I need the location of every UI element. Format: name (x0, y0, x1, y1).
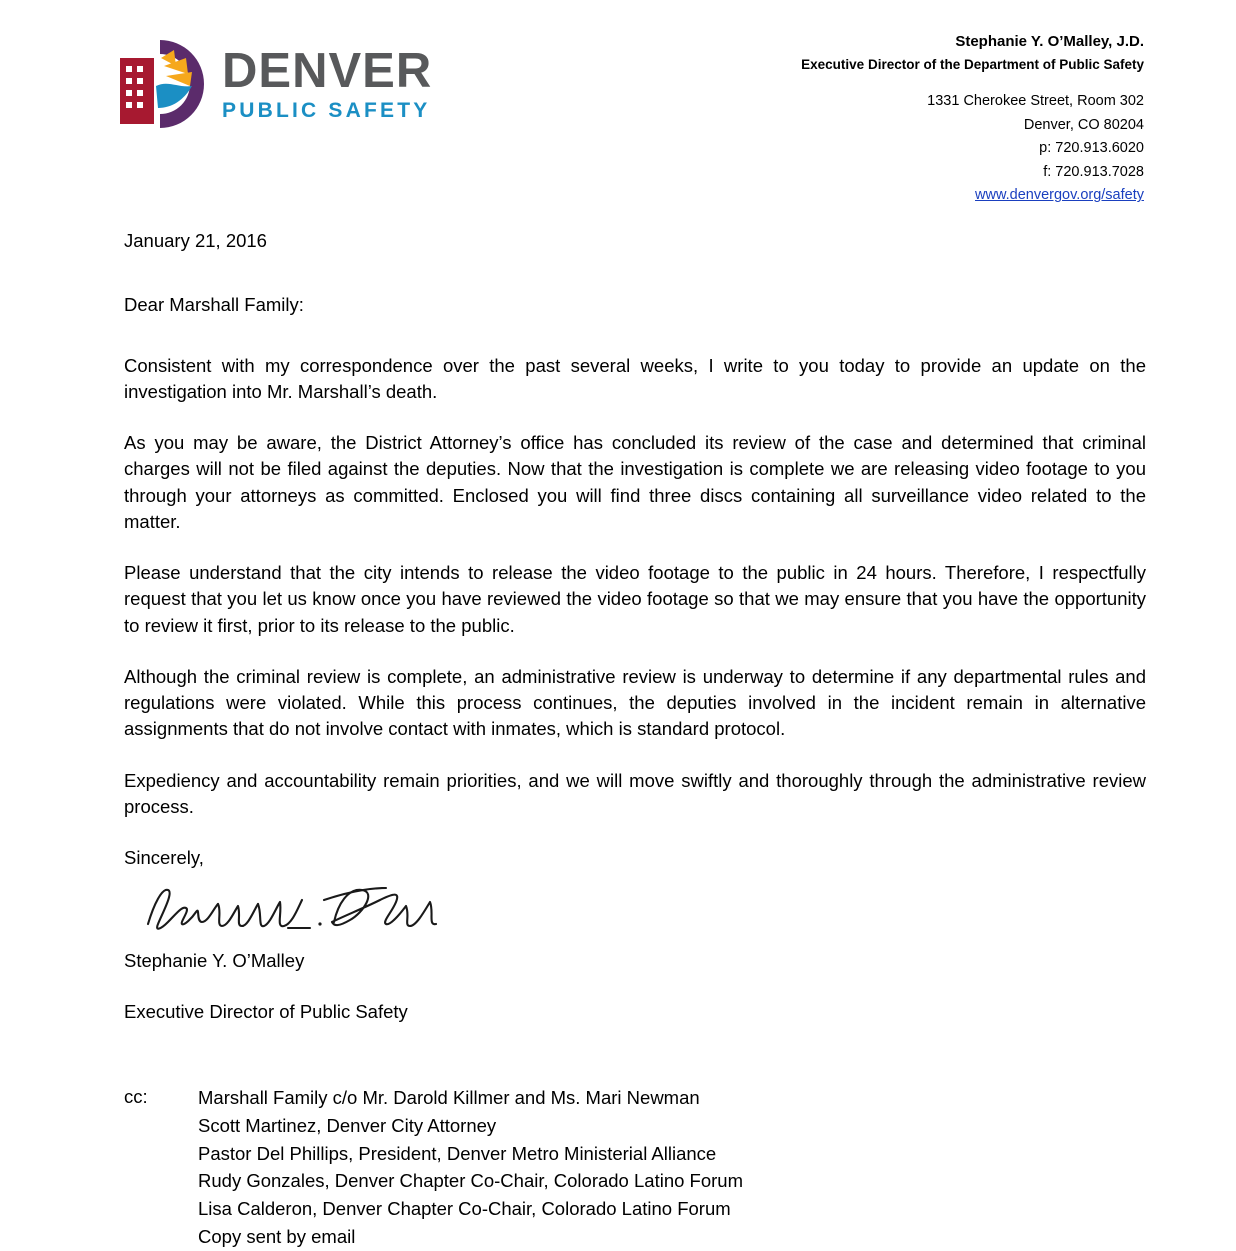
cc-recipient: Copy sent by email (198, 1225, 356, 1247)
letter-body (124, 228, 1146, 1251)
denver-public-safety-logo (112, 36, 432, 132)
cc-block (124, 1084, 1146, 1251)
signature-image (138, 878, 448, 942)
cc-recipient: Lisa Calderon, Denver Chapter Co-Chair, Colorado Latino Forum (198, 1198, 731, 1220)
letter-salutation: Dear Marshall Family: (124, 294, 304, 316)
contact-name: Stephanie Y. O’Malley, J.D. (955, 33, 1144, 50)
signer-title: Executive Director of Public Safety (124, 1001, 408, 1023)
denver-logo-icon (112, 36, 208, 132)
contact-address-line2: Denver, CO 80204 (1023, 116, 1144, 133)
letter-paragraph-4: Although the criminal review is complete, an administrative review is underway to determine if any departmental rules and regulations were violated. While this process continues, the deputies involved in the incident remain in alternative assignments that do not involve contact with inmates, which is standard protocol. (124, 665, 1146, 740)
contact-phone: p: 720.913.6020 (1039, 140, 1144, 157)
letterhead (0, 0, 1236, 204)
cc-recipient: Rudy Gonzales, Denver Chapter Co-Chair, Colorado Latino Forum (198, 1170, 743, 1192)
contact-block (801, 30, 1144, 208)
logo-wordmark (222, 44, 433, 122)
letter-date: January 21, 2016 (124, 230, 267, 251)
logo-title: DENVER (222, 44, 433, 98)
cc-recipient: Scott Martinez, Denver City Attorney (198, 1114, 497, 1136)
cc-recipient-list (198, 1084, 743, 1251)
logo-subtitle: PUBLIC SAFETY (222, 99, 431, 122)
cc-recipient: Pastor Del Phillips, President, Denver Metro Ministerial Alliance (198, 1142, 717, 1164)
signer-name: Stephanie Y. O’Malley (124, 949, 305, 971)
cc-label: cc: (124, 1086, 148, 1108)
letter-paragraph-1: Consistent with my correspondence over the past several weeks, I write to you today to provide an update on the investigation into Mr. Marshall’s death. (124, 354, 1146, 402)
letter-paragraph-3: Please understand that the city intends to release the video footage to the public in 24 hours. Therefore, I respectfully request that you let us know once you have reviewed the video footage so that we may ensure that you have the opportunity to review it first, prior to its release to the public. (124, 562, 1146, 636)
contact-address-line1: 1331 Cherokee Street, Room 302 (927, 93, 1144, 110)
cc-recipient: Marshall Family c/o Mr. Darold Killmer and Ms. Mari Newman (198, 1087, 700, 1109)
contact-role: Executive Director of the Department of Public Safety (801, 57, 1144, 73)
contact-website-link[interactable]: www.denvergov.org/safety (975, 187, 1144, 204)
letter-paragraph-2: As you may be aware, the District Attorney’s office has concluded its review of the case and determined that criminal charges will not be filed against the deputies. Now that the investigation is complete we are releasing video footage to you through your attorneys as committed. Enclosed you will find three discs containing all surveillance video related to the matter. (124, 432, 1146, 532)
contact-fax: f: 720.913.7028 (1043, 163, 1144, 180)
letter-closing: Sincerely, (124, 847, 204, 869)
letter-paragraph-5: Expediency and accountability remain priorities, and we will move swiftly and thoroughly through the administrative review process. (124, 769, 1146, 817)
